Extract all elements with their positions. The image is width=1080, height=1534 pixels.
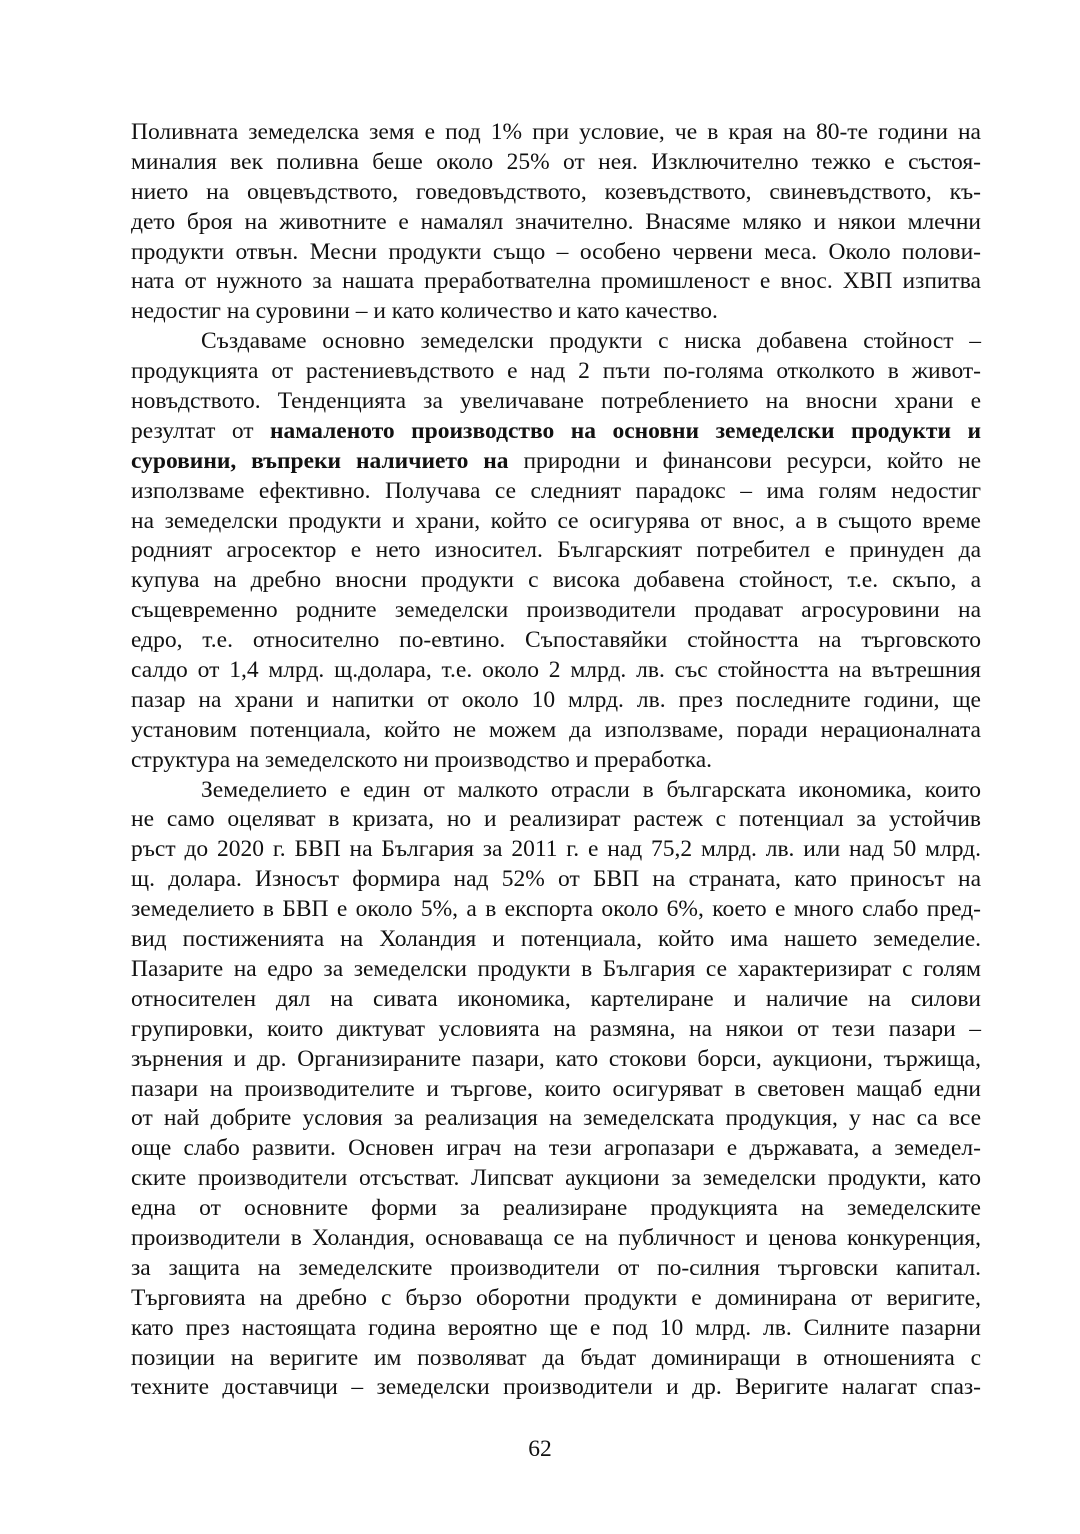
text-line: продукти отвън. Месни продукти също – особено червени меса. Около полови- (131, 238, 981, 265)
text-line: Търговията на дребно с бързо оборотни продукти е доминирана от веригите, (131, 1284, 981, 1311)
text-line: на земеделски продукти и храни, който се осигурява от внос, а в същото време (131, 507, 981, 534)
text-line: структура на земеделското ни производство и преработка. (131, 746, 713, 773)
text-line: нието на овцевъдството, говедовъдството, козевъдството, свиневъдството, къ- (131, 178, 981, 205)
text-line: за защита на земеделските производители от по-силния търговски капитал. (131, 1254, 981, 1281)
text-line: относителен дял на сивата икономика, картелиране и наличие на силови (131, 985, 981, 1012)
text-line: едро, т.е. относително по-евтино. Съпоставяйки стойността на търговското (131, 627, 981, 654)
text-line: от най добрите условия за реализация на земеделската продукция, у нас са все (131, 1105, 981, 1132)
text-line: родният агросектор е нето износител. Българският потребител е принуден да (131, 537, 981, 564)
text-line: като през настоящата година вероятно ще е под 10 млрд. лв. Силните пазарни (131, 1314, 981, 1341)
text-line: миналия век поливна беше около 25% от нея. Изключително тежко е състоя- (131, 148, 981, 175)
text-segment: резултат от (131, 417, 270, 444)
text-line: недостиг на суровини – и като количество и като качество. (131, 298, 718, 325)
text-line: Поливната земеделска земя е под 1% при условие, че в края на 80-те години на (131, 119, 981, 145)
text-line: не само оцеляват в кризата, но и реализират растеж с потенциал за устойчив (131, 806, 981, 833)
text-line: производители в Холандия, основаваща се на публичност и ценова конкуренция, (131, 1224, 981, 1251)
text-line: ръст до 2020 г. БВП на България за 2011 г. е над 75,2 млрд. лв. или над 50 млрд. (131, 836, 981, 863)
text-line: установим потенциала, който не можем да използваме, поради нерационалната (131, 716, 981, 743)
text-line: продукцията от растениевъдството е над 2 пъти по-голяма отколкото в живот- (131, 358, 981, 385)
text-line: една от основните форми за реализиране продукцията на земеделските (131, 1195, 981, 1222)
text-line: земеделието в БВП е около 5%, а в експорта около 6%, което е много слабо пред- (131, 896, 981, 923)
page-number: 62 (528, 1436, 552, 1462)
text-segment: природни и финансови ресурси, който не (508, 447, 981, 474)
text-line-with-bold (131, 417, 981, 447)
text-line: още слабо развити. Основен играч на тези агропазари е държавата, а земедел- (131, 1135, 981, 1162)
text-line: позиции на веригите им позволяват да бъдат доминиращи в отношенията с (131, 1344, 981, 1371)
paragraph-start-line: Земеделието е един от малкото отрасли в българската икономика, които (201, 776, 981, 803)
text-line: купува на дребно вносни продукти с висока добавена стойност, т.е. скъпо, а (131, 567, 981, 594)
text-line: щ. долара. Износът формира над 52% от БВП на страната, като приносът на (131, 866, 981, 893)
paragraph-start-line: Създаваме основно земеделски продукти с ниска добавена стойност – (201, 328, 981, 355)
text-line: ната от нужното за нашата преработвателна промишленост е внос. ХВП изпитва (131, 268, 981, 295)
text-line: използваме ефективно. Получава се следният парадокс – има голям недостиг (131, 477, 981, 504)
text-line: Пазарите на едро за земеделски продукти в България се характеризират с голям (131, 955, 981, 982)
body-text (131, 118, 981, 1403)
text-line: същевременно родните земеделски производители продават агросуровини на (131, 597, 981, 624)
text-line: новъдството. Тенденцията за увеличаване потреблението на вносни храни е (131, 388, 981, 415)
text-line: дето броя на животните е намалял значително. Внасяме мляко и някои млечни (131, 208, 981, 235)
text-line: пазар на храни и напитки от около 10 млрд. лв. през последните години, ще (131, 686, 981, 713)
text-line: зърнения и др. Организираните пазари, като стокови борси, аукциони, тържища, (131, 1045, 981, 1072)
text-line: пазари на производителите и търгове, които осигуряват в световен мащаб едни (131, 1075, 981, 1102)
text-line: ските производители отсъстват. Липсват аукциони за земеделски продукти, като (131, 1165, 981, 1192)
text-line: салдо от 1,4 млрд. щ.долара, т.е. около 2 млрд. лв. със стойността на вътрешния (131, 657, 981, 684)
bold-text: намаленото производство на основни земеделски продукти и (270, 417, 981, 444)
text-line-with-bold (131, 447, 981, 477)
text-line: вид постиженията на Холандия и потенциала, който има нашето земеделие. (131, 926, 981, 953)
bold-text: суровини, въпреки наличието на (131, 447, 509, 474)
text-line: групировки, които диктуват условията на размяна, на някои от тези пазари – (131, 1015, 981, 1042)
text-line: техните доставчици – земеделски производители и др. Веригите налагат спаз- (131, 1374, 981, 1401)
